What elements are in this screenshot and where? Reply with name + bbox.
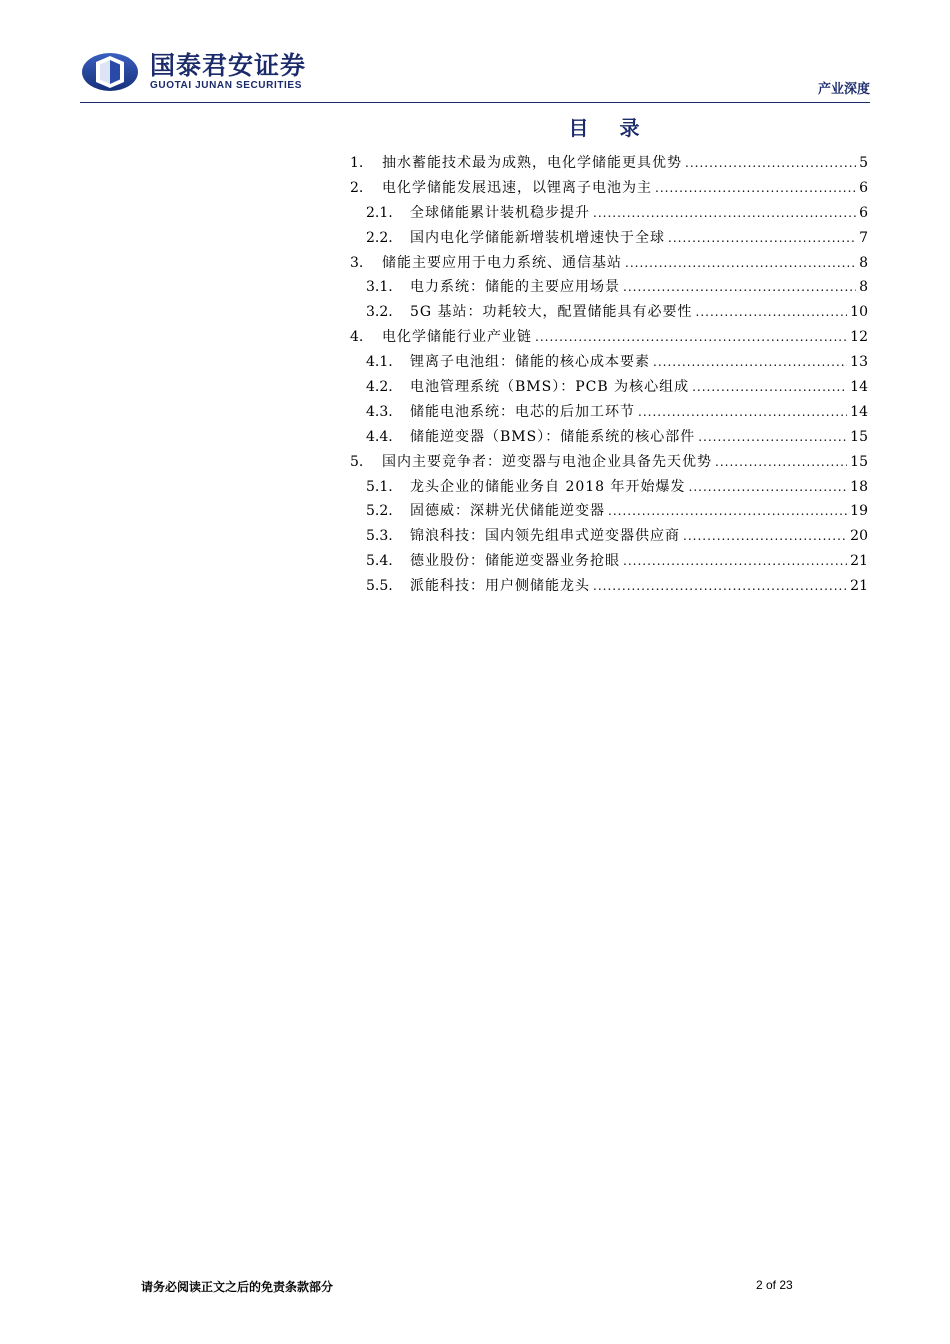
- toc-entry-page: 10: [850, 304, 868, 321]
- toc-entry[interactable]: [350, 202, 868, 227]
- toc-entry[interactable]: [350, 276, 868, 301]
- toc-entry-page: 14: [850, 403, 868, 420]
- toc-dot-leader: [668, 231, 856, 245]
- toc-entry-number: 5.5.: [366, 578, 393, 595]
- toc-entry-page: 18: [850, 478, 868, 495]
- toc-entry[interactable]: [350, 451, 868, 476]
- toc-dot-leader: [698, 430, 847, 444]
- toc-entry-title: 国内电化学储能新增装机增速快于全球: [410, 229, 665, 246]
- toc-entry-page: 6: [859, 204, 868, 221]
- toc-entry[interactable]: [350, 476, 868, 501]
- toc-entry[interactable]: [350, 376, 868, 401]
- toc-entry-title: 固德威：深耕光伏储能逆变器: [410, 503, 605, 520]
- toc-entry-number: 2.: [350, 179, 364, 196]
- toc-entry-number: 1.: [350, 155, 364, 171]
- toc-entry-page: 21: [850, 553, 868, 570]
- logo-chinese-name: 国泰君安证券: [150, 51, 307, 80]
- toc-entry-number: 4.1.: [366, 354, 393, 371]
- toc-entry[interactable]: [350, 177, 868, 202]
- toc-entry-title: 德业股份：储能逆变器业务抢眼: [410, 553, 620, 570]
- toc-entry-page: 6: [859, 179, 868, 196]
- toc-entry-page: 5: [859, 155, 868, 171]
- toc-entry[interactable]: [350, 550, 868, 575]
- toc-entry-number: 3.1.: [366, 279, 393, 296]
- page-indicator: 2 of 23: [756, 1278, 793, 1292]
- toc-entry-title: 储能逆变器（BMS）：储能系统的核心部件: [410, 428, 696, 445]
- toc-entry-page: 12: [850, 329, 868, 346]
- toc-entry-title: 全球储能累计装机稳步提升: [410, 204, 590, 221]
- toc-dot-leader: [655, 181, 856, 195]
- page-header: [80, 50, 870, 103]
- logo-english-name: GUOTAI JUNAN SECURITIES: [150, 80, 302, 91]
- toc-entry-title: 龙头企业的储能业务自 2018 年开始爆发: [410, 478, 686, 495]
- toc-entry[interactable]: [350, 252, 868, 277]
- toc-entry-title: 锦浪科技：国内领先组串式逆变器供应商: [410, 528, 680, 545]
- toc-entry-page: 15: [850, 453, 868, 470]
- footer-disclaimer: 请务必阅读正文之后的免责条款部分: [141, 1280, 334, 1294]
- toc-dot-leader: [625, 256, 856, 270]
- toc-entry-number: 3.2.: [366, 304, 393, 321]
- toc-entry-number: 5.: [350, 453, 364, 470]
- toc-entry-title: 电池管理系统（BMS）：PCB 为核心组成: [410, 379, 690, 396]
- toc-dot-leader: [696, 305, 848, 319]
- toc-dot-leader: [685, 156, 856, 170]
- toc-entry-number: 4.: [350, 329, 364, 346]
- toc-dot-leader: [692, 380, 847, 394]
- toc-entry-title: 电化学储能行业产业链: [382, 329, 532, 346]
- toc-entry-title: 国内主要竞争者：逆变器与电池企业具备先天优势: [382, 453, 712, 470]
- toc-entry[interactable]: [350, 351, 868, 376]
- toc-entry[interactable]: [350, 227, 868, 252]
- toc-entry[interactable]: [350, 401, 868, 426]
- toc-dot-leader: [593, 206, 856, 220]
- toc-entry-page: 8: [859, 254, 868, 271]
- logo-emblem-icon: [80, 50, 140, 94]
- toc-entry-number: 4.4.: [366, 428, 393, 445]
- toc-title: 目 录: [568, 116, 652, 140]
- toc-entry-number: 5.3.: [366, 528, 393, 545]
- toc-entry-title: 派能科技：用户侧储能龙头: [410, 578, 590, 595]
- toc-entry-number: 2.2.: [366, 229, 393, 246]
- toc-entry-number: 4.2.: [366, 379, 393, 396]
- table-of-contents: [350, 152, 868, 600]
- toc-entry-number: 5.4.: [366, 553, 393, 570]
- toc-entry-page: 19: [850, 503, 868, 520]
- toc-entry[interactable]: [350, 426, 868, 451]
- toc-entry-number: 5.1.: [366, 478, 393, 495]
- toc-entry-number: 3.: [350, 254, 364, 271]
- toc-entry-title: 储能主要应用于电力系统、通信基站: [382, 254, 622, 271]
- company-logo: [80, 50, 306, 94]
- toc-entry-page: 15: [850, 428, 868, 445]
- toc-dot-leader: [689, 480, 848, 494]
- toc-entry-number: 2.1.: [366, 204, 393, 221]
- toc-entry[interactable]: [350, 500, 868, 525]
- toc-entry[interactable]: [350, 152, 868, 177]
- toc-entry-title: 锂离子电池组：储能的核心成本要素: [410, 354, 650, 371]
- toc-entry-title: 电化学储能发展迅速，以锂离子电池为主: [382, 179, 652, 196]
- toc-entry-title: 抽水蓄能技术最为成熟，电化学储能更具优势: [382, 155, 682, 171]
- toc-dot-leader: [715, 455, 847, 469]
- toc-entry[interactable]: [350, 326, 868, 351]
- toc-dot-leader: [535, 330, 847, 344]
- toc-entry-page: 14: [850, 379, 868, 396]
- toc-dot-leader: [593, 579, 847, 593]
- toc-dot-leader: [653, 355, 847, 369]
- toc-entry-number: 4.3.: [366, 403, 393, 420]
- toc-entry-title: 储能电池系统：电芯的后加工环节: [410, 403, 635, 420]
- toc-entry[interactable]: [350, 525, 868, 550]
- report-category-tag: 产业深度: [817, 82, 870, 97]
- toc-entry[interactable]: [350, 575, 868, 600]
- toc-entry-title: 5G 基站：功耗较大，配置储能具有必要性: [410, 304, 693, 321]
- toc-entry-page: 20: [850, 528, 868, 545]
- toc-entry-number: 5.2.: [366, 503, 393, 520]
- toc-entry-title: 电力系统：储能的主要应用场景: [410, 279, 620, 296]
- toc-dot-leader: [608, 504, 847, 518]
- toc-entry-page: 7: [859, 229, 868, 246]
- toc-dot-leader: [638, 405, 847, 419]
- toc-dot-leader: [623, 280, 856, 294]
- toc-entry-page: 21: [850, 578, 868, 595]
- toc-dot-leader: [623, 554, 847, 568]
- toc-entry-page: 13: [850, 354, 868, 371]
- toc-dot-leader: [683, 529, 847, 543]
- toc-entry[interactable]: [350, 301, 868, 326]
- toc-entry-page: 8: [859, 279, 868, 296]
